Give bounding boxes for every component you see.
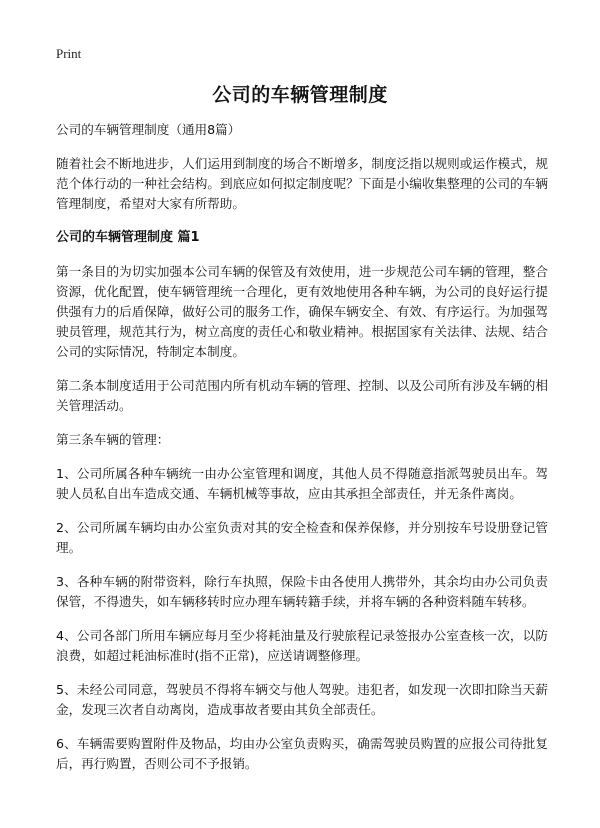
rule-item-5: 5、未经公司同意，驾驶员不得将车辆交与他人驾驶。违犯者，如发现一次即扣除当天薪金，发现三次者自动离岗，造成事故者要由其负全部责任。 <box>56 682 548 717</box>
article-1-paragraph: 第一条目的为切实加强本公司车辆的保管及有效使用，进一步规范公司车辆的管理，整合资源，优化配置，使车辆管理统一合理化，更有效地使用各种车辆，为公司的良好运行提供强有力的后盾保障，做好公司的服务工作，确保车辆安全、有效、有序运行。为加强驾驶员管理，规范其行为，树立高度的责任心和敬业精神。根据国家有关法律、法规、结合公司的实际情况，特制定本制度。 <box>56 264 548 359</box>
rule-item-3: 3、各种车辆的附带资料，除行车执照，保险卡由各使用人携带外，其余均由办公司负责保管，不得遗失，如车辆移转时应办理车辆转籍手续，并将车辆的各种资料随车转移。 <box>56 574 548 609</box>
rule-item-1: 1、公司所属各种车辆统一由办公室管理和调度，其他人员不得随意指派驾驶员出车。驾驶人员私自出车造成交通、车辆机械等事故，应由其承担全部责任，并无条件离岗。 <box>56 466 548 501</box>
document-body <box>56 120 548 788</box>
intro-paragraph: 随着社会不断地进步，人们运用到制度的场合不断增多，制度泛指以规则或运作模式，规范个体行动的一种社会结构。到底应如何拟定制度呢？下面是小编收集整理的公司的车辆管理制度，希望对大家有所帮助。 <box>56 156 548 211</box>
rule-item-2: 2、公司所属车辆均由办公室负责对其的安全检查和保养保修，并分别按车号设册登记管理。 <box>56 520 548 555</box>
print-link[interactable]: Print <box>56 46 82 61</box>
document-subtitle: 公司的车辆管理制度（通用8篇） <box>56 122 241 137</box>
article-2-paragraph: 第二条本制度适用于公司范围内所有机动车辆的管理、控制、以及公司所有涉及车辆的相关管理活动。 <box>56 378 548 413</box>
page-title: 公司的车辆管理制度 <box>212 84 388 106</box>
rule-item-4: 4、公司各部门所用车辆应每月至少将耗油量及行驶旅程记录签报办公室查核一次，以防浪费，如超过耗油标准时(指不正常)，应送请调整修理。 <box>56 628 548 663</box>
section-heading: 公司的车辆管理制度 篇1 <box>56 230 200 245</box>
rule-item-6: 6、车辆需要购置附件及物品，均由办公室负责购买，确需驾驶员购置的应报公司待批复后，再行购置，否则公司不予报销。 <box>56 736 548 771</box>
article-3-heading: 第三条车辆的管理： <box>56 432 170 447</box>
